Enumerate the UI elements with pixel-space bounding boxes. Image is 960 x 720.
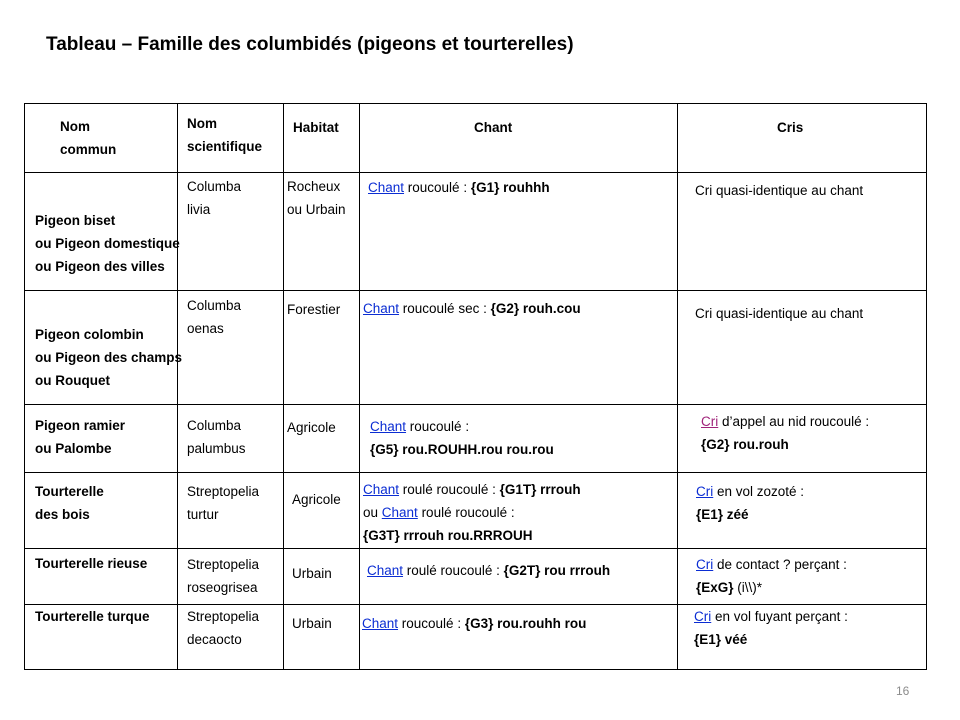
row-divider: [25, 548, 926, 549]
cri-link[interactable]: Cri: [694, 609, 712, 624]
header-nom-commun: Nom commun: [60, 119, 117, 157]
scientific-name: Streptopelia decaocto: [187, 609, 260, 647]
scientific-name: Streptopelia turtur: [187, 484, 260, 522]
row-divider: [25, 172, 926, 173]
call-description: Cri en vol fuyant perçant : {E1} véé: [694, 609, 848, 647]
song-description: Chant roulé roucoulé : {G2T} rou rrrouh: [367, 563, 611, 578]
song-description: Chant roucoulé : {G5} rou.ROUHH.rou rou.rou: [370, 419, 554, 457]
common-name: Tourterelle turque: [35, 609, 150, 624]
song-description: Chant roucoulé : {G1} rouhhh: [368, 180, 550, 195]
call-description: Cri quasi-identique au chant: [695, 306, 864, 321]
scientific-name: Columba livia: [187, 179, 242, 217]
columbidae-table: [24, 103, 927, 670]
common-name: Pigeon biset ou Pigeon domestique ou Pigeon des villes: [35, 213, 180, 274]
call-description: Cri de contact ? perçant : {ExG} (i\\)*: [696, 557, 847, 595]
column-divider: [283, 104, 284, 669]
common-name: Tourterelle des bois: [35, 484, 104, 522]
header-habitat: Habitat: [293, 120, 339, 135]
chant-link[interactable]: Chant: [362, 616, 399, 631]
column-divider: [359, 104, 360, 669]
habitat: Urbain: [292, 616, 332, 631]
habitat: Rocheux ou Urbain: [287, 179, 346, 217]
common-name: Tourterelle rieuse: [35, 556, 148, 571]
habitat: Agricole: [292, 492, 341, 507]
page-title: Tableau – Famille des columbidés (pigeons et tourterelles): [46, 34, 574, 55]
scientific-name: Streptopelia roseogrisea: [187, 557, 260, 595]
chant-link[interactable]: Chant: [381, 505, 418, 520]
scientific-name: Columba palumbus: [187, 418, 246, 456]
song-description: Chant roucoulé sec : {G2} rouh.cou: [363, 301, 581, 316]
row-divider: [25, 290, 926, 291]
header-nom-scientifique: Nom scientifique: [187, 116, 263, 154]
chant-link[interactable]: Chant: [370, 419, 407, 434]
chant-link[interactable]: Chant: [368, 180, 405, 195]
chant-link[interactable]: Chant: [363, 301, 400, 316]
cri-link[interactable]: Cri: [701, 414, 719, 429]
call-description: Cri en vol zozoté : {E1} zéé: [696, 484, 805, 522]
common-name: Pigeon colombin ou Pigeon des champs ou Rouquet: [35, 327, 183, 388]
cri-link[interactable]: Cri: [696, 557, 714, 572]
call-description: Cri quasi-identique au chant: [695, 183, 864, 198]
header-chant: Chant: [474, 120, 513, 135]
cri-link[interactable]: Cri: [696, 484, 714, 499]
row-divider: [25, 404, 926, 405]
call-description: Cri d’appel au nid roucoulé : {G2} rou.rouh: [701, 414, 870, 452]
habitat: Agricole: [287, 420, 336, 435]
common-name: Pigeon ramier ou Palombe: [35, 418, 126, 456]
chant-link[interactable]: Chant: [363, 482, 400, 497]
habitat: Forestier: [287, 302, 341, 317]
page-number: 16: [896, 684, 910, 698]
scientific-name: Columba oenas: [187, 298, 242, 336]
song-description: Chant roulé roucoulé : {G1T} rrrouh ou Chant roulé roucoulé : {G3T} rrrouh rou.RRROUH: [363, 482, 581, 543]
header-cris: Cris: [777, 120, 804, 135]
row-divider: [25, 472, 926, 473]
habitat: Urbain: [292, 566, 332, 581]
song-description: Chant roucoulé : {G3} rou.rouhh rou: [362, 616, 587, 631]
column-divider: [677, 104, 678, 669]
chant-link[interactable]: Chant: [367, 563, 404, 578]
